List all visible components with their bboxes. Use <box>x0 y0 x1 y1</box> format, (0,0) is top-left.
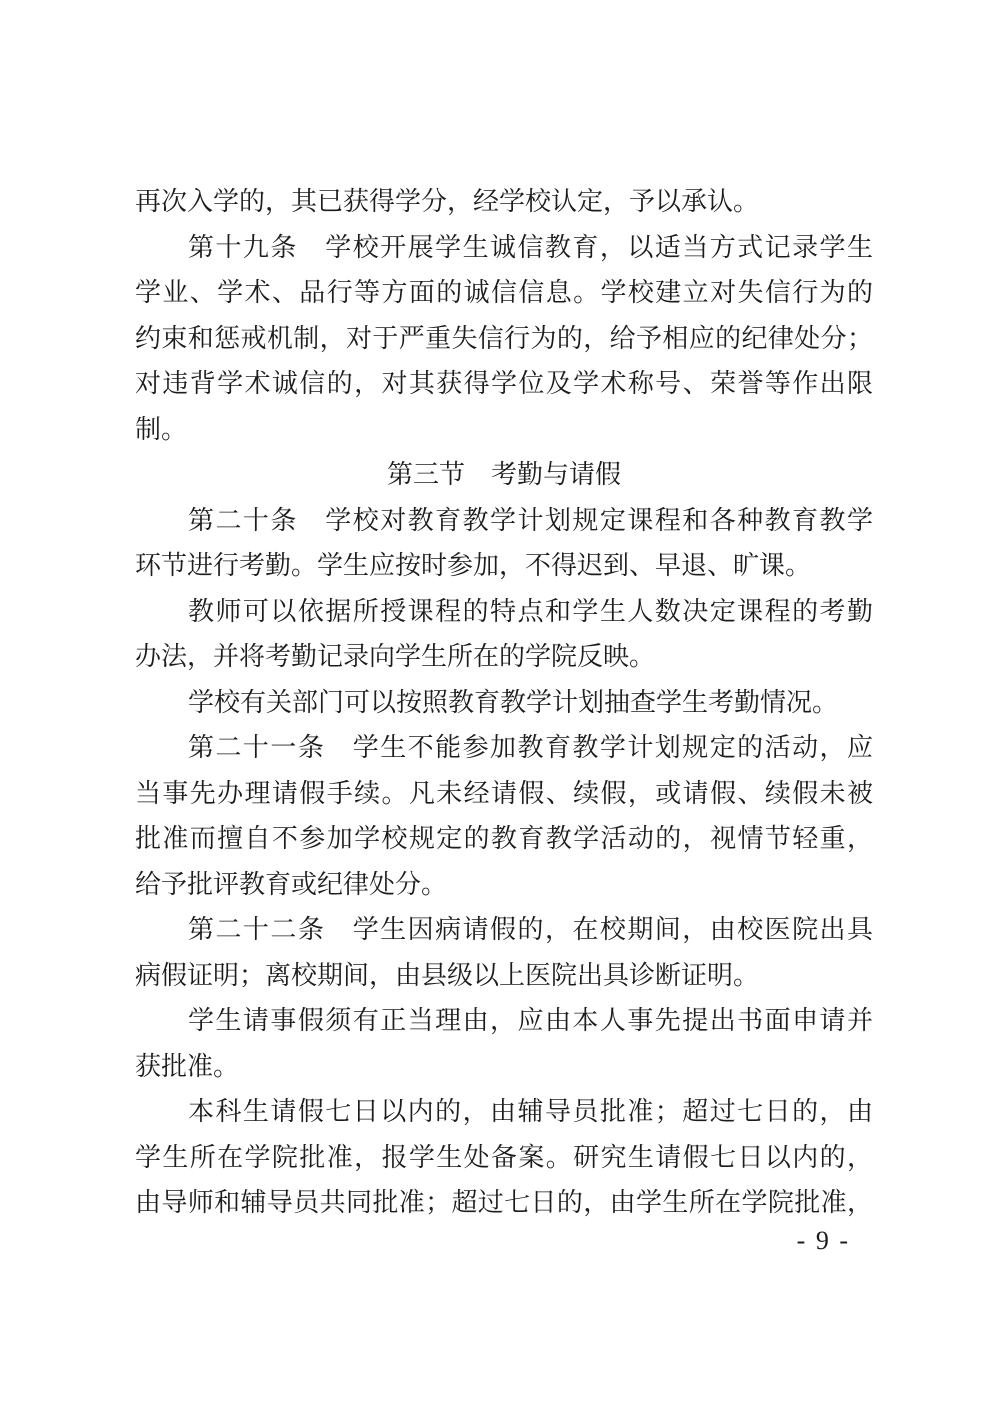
text-line: 第二十条 学校对教育教学计划规定课程和各种教育教学 <box>188 505 873 535</box>
text-line: 病假证明；离校期间，由县级以上医院出具诊断证明。 <box>135 960 760 990</box>
text-line: 由导师和辅导员共同批准；超过七日的，由学生所在学院批准， <box>135 1188 873 1217</box>
text-line: 给予批评教育或纪律处分。 <box>135 869 448 899</box>
section-heading: 第三节 考勤与请假 <box>386 460 621 489</box>
text-line: 本科生请假七日以内的，由辅导员批准；超过七日的，由 <box>188 1097 873 1126</box>
text-line: 第二十二条 学生因病请假的，在校期间，由校医院出具 <box>188 915 873 944</box>
text-line: 办法，并将考勤记录向学生所在的学院反映。 <box>135 642 656 671</box>
text-line: 学生所在学院批准，报学生处备案。研究生请假七日以内的， <box>135 1142 873 1172</box>
text-line: 批准而擅自不参加学校规定的教育教学活动的，视情节轻重， <box>135 824 873 853</box>
text-line: 再次入学的，其已获得学分，经学校认定，予以承认。 <box>135 187 760 216</box>
text-line: 对违背学术诚信的，对其获得学位及学术称号、荣誉等作出限 <box>135 369 873 398</box>
text-line: 学生请事假须有正当理由，应由本人事先提出书面申请并 <box>188 1006 873 1035</box>
text-line: 当事先办理请假手续。凡未经请假、续假，或请假、续假未被 <box>135 778 873 808</box>
text-line: 获批准。 <box>135 1051 240 1081</box>
text-line: 教师可以依据所授课程的特点和学生人数决定课程的考勤 <box>188 596 873 626</box>
text-line: 第二十一条 学生不能参加教育教学计划规定的活动，应 <box>188 733 873 762</box>
text-line: 第十九条 学校开展学生诚信教育，以适当方式记录学生 <box>188 232 873 262</box>
text-line: 学校有关部门可以按照教育教学计划抽查学生考勤情况。 <box>188 687 839 717</box>
page-number: - 9 - <box>796 1226 850 1255</box>
text-line: 约束和惩戒机制，对于严重失信行为的，给予相应的纪律处分； <box>135 323 873 353</box>
text-line: 制。 <box>135 414 188 444</box>
text-line: 学业、学术、品行等方面的诚信信息。学校建立对失信行为的 <box>135 278 873 307</box>
document-body <box>135 179 873 1226</box>
text-line: 环节进行考勤。学生应按时参加，不得迟到、早退、旷课。 <box>135 551 812 580</box>
